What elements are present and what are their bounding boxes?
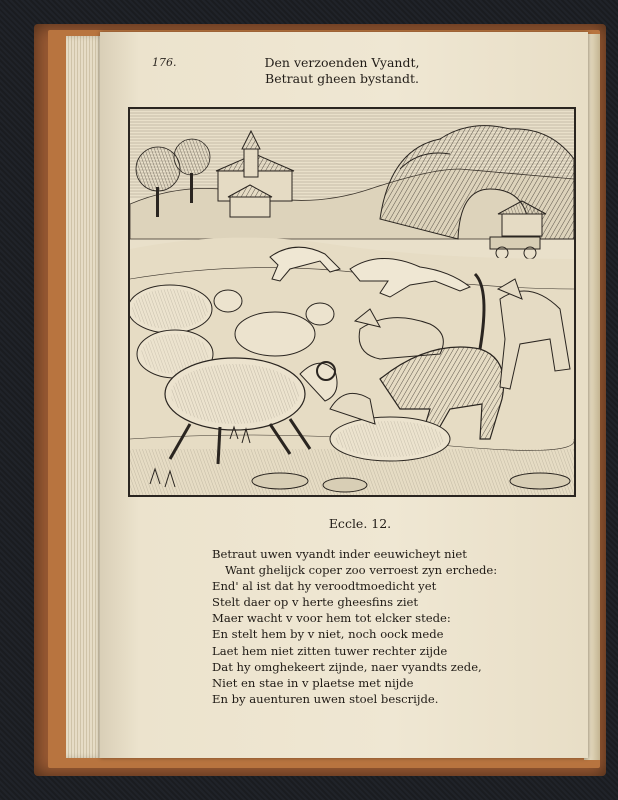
verse-line: Niet en stae in v plaetse met nijde [212, 675, 414, 690]
verse-line: En stelt hem by v niet, noch oock mede [212, 627, 444, 642]
verse-line: Laet hem niet zitten tuwer rechter zijde [212, 643, 448, 658]
verse-line: Stelt daer op v herte gheesfins ziet [212, 595, 419, 610]
verse-text [212, 546, 552, 707]
engraving-illustration [130, 109, 574, 495]
emblem-engraving [128, 107, 576, 497]
verse-line: Want ghelijck coper zoo verroest zyn erchede: [225, 563, 498, 578]
verse-line: End' al ist dat hy veroodtmoedicht yet [212, 579, 437, 594]
verse-line: Dat hy omghekeert zijnde, naer vyandts zede, [212, 659, 482, 674]
verse-line: Betraut uwen vyandt inder eeuwicheyt niet [212, 547, 467, 561]
verse-line: Maer wacht v voor hem tot elcker stede: [212, 611, 451, 626]
motto-line-2: Betraut gheen bystandt. [265, 71, 419, 86]
verse-line: En by auenturen uwen stoel bescrijde. [212, 691, 439, 706]
bible-citation: Eccle. 12. [328, 516, 392, 531]
motto-line-1: Den verzoenden Vyandt, [264, 55, 420, 70]
emblem-motto [232, 55, 452, 87]
page-number: 176. [152, 56, 177, 69]
